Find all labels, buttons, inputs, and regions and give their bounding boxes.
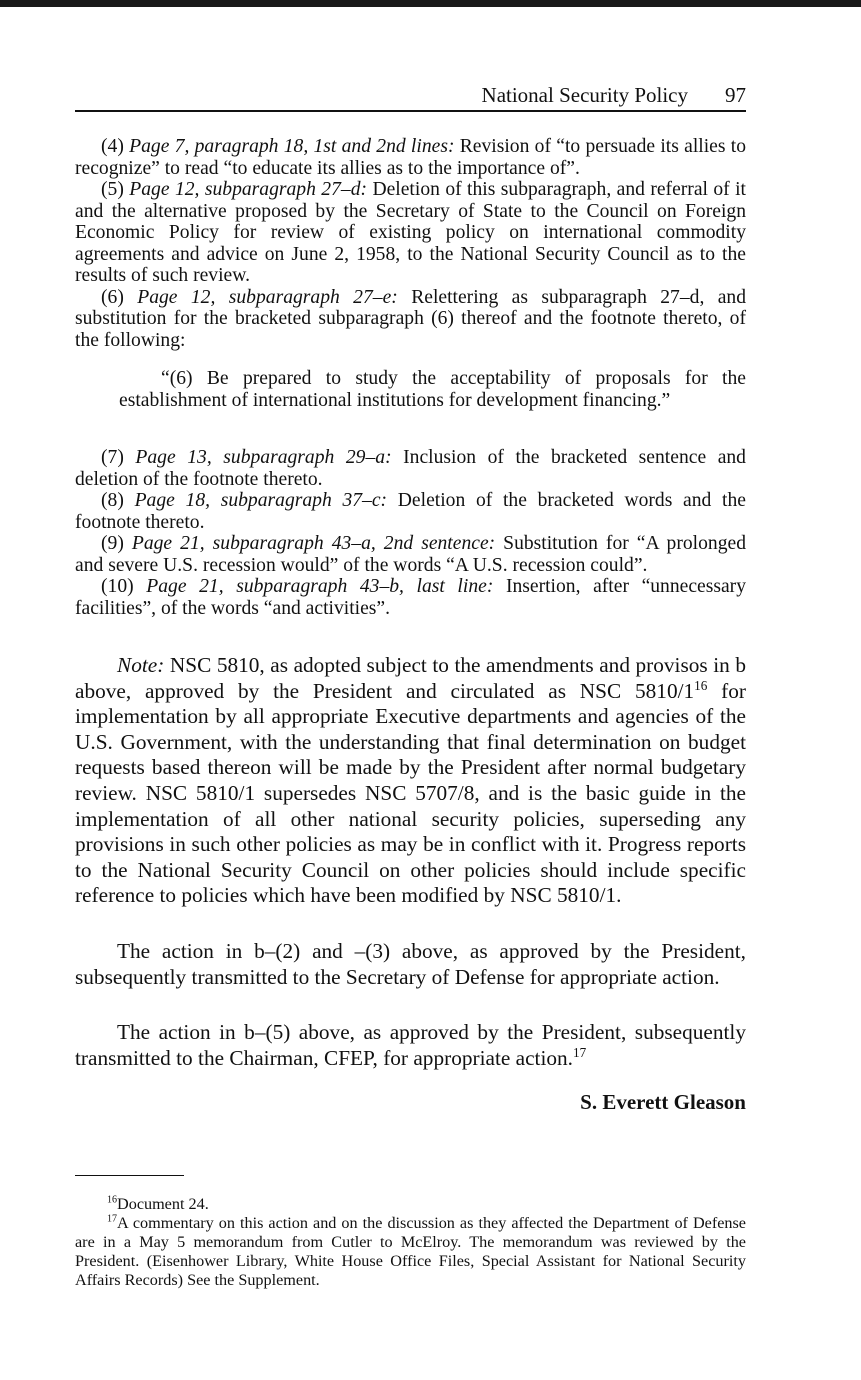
action-text-1: The action in b–(2) and –(3) above, as approved by the President, subsequently transmitted to the Secretary of Defense for appropriate action.: [75, 939, 746, 989]
item-number: (6): [101, 286, 124, 308]
item-text: Relettering as subparagraph 27–d, and substitution for the bracketed subparagraph (6) thereof and the footnote thereto, of the following:: [75, 286, 747, 351]
action-paragraph-1: [75, 939, 746, 990]
item-text: Substitution for “A prolonged and severe U.S. recession would” of the words “A U.S. recession could”.: [75, 533, 746, 576]
block-quote: “(6) Be prepared to study the acceptability of proposals for the establishment of international institutions for development financing.”: [119, 368, 746, 411]
item-reference: Page 21, subparagraph 43–a, 2nd sentence:: [131, 533, 496, 554]
item-number: (8): [101, 490, 124, 511]
item-number: (7): [101, 447, 124, 468]
footnote-ref-17[interactable]: 17: [573, 1044, 587, 1060]
item-number: (10): [101, 576, 134, 597]
note-text: [75, 653, 746, 909]
note-body: NSC 5810, as adopted subject to the amendments and provisos in b above, approved by the President and circulated as NSC 5810/1: [75, 653, 746, 703]
item-text: Deletion of this subparagraph, and referral of it and the alternative proposed by the Secretary of State to the Council on Foreign Economic Policy for review of existing policy on international commodity agreements and advice on June 2, 1958, to the National Security Council as to the results of such review.: [75, 179, 746, 286]
footnote-text: A commentary on this action and on the discussion as they affected the Department of Defense are in a May 5 memorandum from Cutler to McElroy. The memorandum was reviewed by the President. (Eisenhower Library, White House Office Files, Special Assistant for National Security Affairs Records) See the Supplement.: [75, 1214, 746, 1289]
item-number: (4): [101, 136, 124, 157]
action-paragraph-2: [75, 1020, 746, 1071]
signature: S. Everett Gleason: [580, 1090, 746, 1114]
amendment-item: [75, 287, 746, 352]
page-number: 97: [725, 83, 746, 107]
footnote-17: [75, 1214, 746, 1290]
amendment-item: [75, 447, 746, 490]
action-text-2: [75, 1020, 746, 1071]
note-paragraph: [75, 653, 746, 909]
item-reference: Page 21, subparagraph 43–b, last line:: [146, 576, 494, 597]
item-reference: Page 13, subparagraph 29–a:: [135, 447, 392, 468]
footnote-text: Document 24.: [117, 1195, 209, 1213]
amendment-item: [75, 179, 746, 287]
item-text: Insertion, after “unnecessary facilities”, of the words “and activities”.: [75, 576, 747, 619]
action-text-2-body: The action in b–(5) above, as approved by the President, subsequently transmitted to the Chairman, CFEP, for appropriate action.: [75, 1020, 746, 1070]
item-text: Inclusion of the bracketed sentence and deletion of the footnote thereto.: [75, 447, 746, 490]
amendment-item: [75, 136, 746, 179]
note-body-continued: for implementation by all appropriate Executive departments and agencies of the U.S. Government, with the understanding that final determination on budget requests based thereon will be made by the President after normal budgetary review. NSC 5810/1 supersedes NSC 5707/8, and is the basic guide in the implementation of all other national security policies, superseding any provisions in such other policies as may be in conflict with it. Progress reports to the National Security Council on other policies should include specific reference to policies which have been modified by NSC 5810/1.: [75, 678, 746, 908]
item-reference: Page 7, paragraph 18, 1st and 2nd lines:: [129, 136, 455, 157]
footnote-number: 17: [107, 1213, 118, 1225]
item-text: Revision of “to persuade its allies to recognize” to read “to educate its allies as to the importance of”.: [75, 136, 747, 179]
running-title: National Security Policy: [481, 83, 688, 107]
item-reference: Page 18, subparagraph 37–c:: [134, 490, 388, 511]
amendments-list-part2: [75, 447, 746, 619]
item-number: (9): [101, 533, 124, 554]
running-header: [75, 80, 746, 112]
item-text: Deletion of the bracketed words and the footnote thereto.: [75, 490, 746, 533]
amendment-item: [75, 576, 746, 619]
page-top-edge: [0, 0, 861, 7]
note-label: Note:: [117, 653, 165, 677]
footnotes: [75, 1195, 746, 1290]
footnote-number: 16: [107, 1194, 118, 1206]
item-reference: Page 12, subparagraph 27–d:: [129, 179, 368, 200]
item-reference: Page 12, subparagraph 27–e:: [137, 286, 398, 308]
footnote-divider: [75, 1175, 184, 1176]
footnote-ref-16[interactable]: 16: [694, 677, 708, 693]
footnote-16: [75, 1195, 746, 1214]
amendment-item: [75, 533, 746, 576]
amendment-item: [75, 490, 746, 533]
amendments-list-part1: [75, 136, 746, 351]
item-number: (5): [101, 179, 124, 200]
